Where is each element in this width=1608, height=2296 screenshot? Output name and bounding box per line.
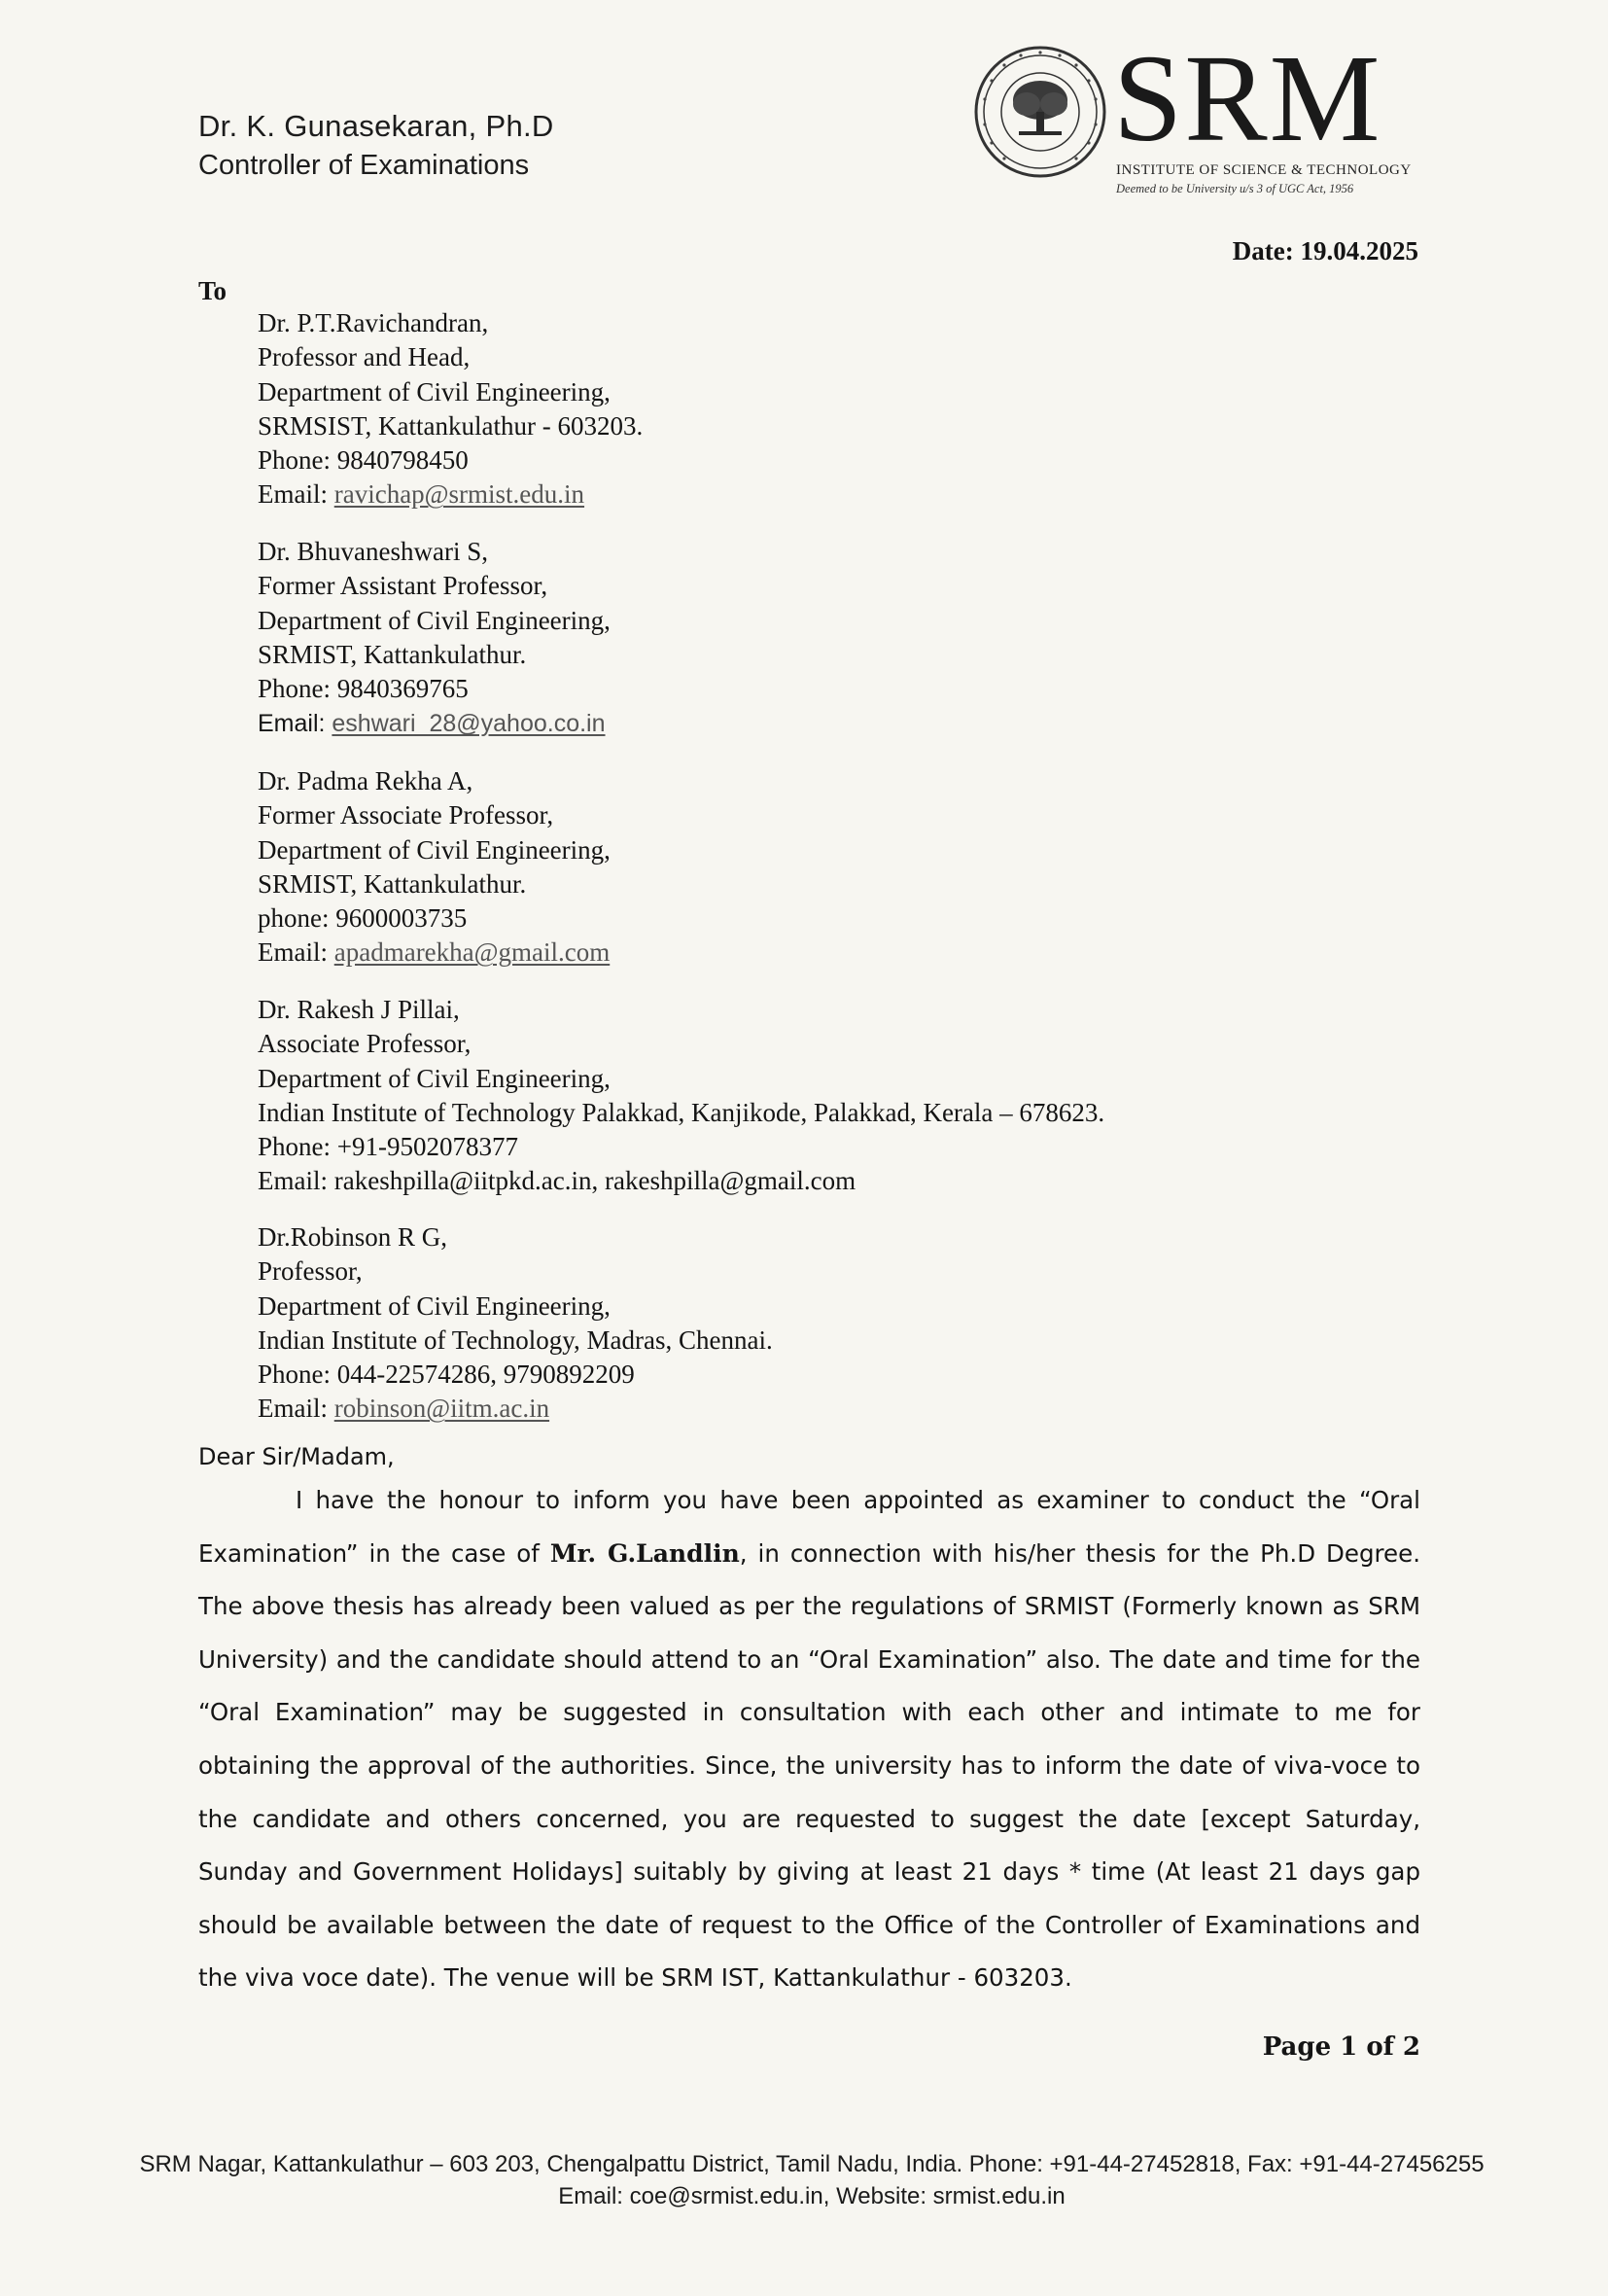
- address-line: SRMSIST, Kattankulathur - 603203.: [258, 410, 644, 441]
- address-line: Indian Institute of Technology Palakkad, Kanjikode, Palakkad, Kerala – 678623.: [258, 1097, 1105, 1127]
- address-line: SRMIST, Kattankulathur.: [258, 868, 527, 899]
- salutation: Dear Sir/Madam,: [198, 1443, 395, 1470]
- email-label: Email:: [258, 1394, 334, 1424]
- recipient-address: [258, 1220, 773, 1427]
- address-line: Department of Civil Engineering,: [258, 834, 611, 865]
- candidate-name: Mr. G.Landlin: [549, 1538, 740, 1568]
- email-link[interactable]: apadmarekha@gmail.com: [333, 937, 611, 968]
- email-link[interactable]: robinson@iitm.ac.in: [333, 1394, 550, 1424]
- brand-subtitle: INSTITUTE OF SCIENCE & TECHNOLOGY: [1116, 162, 1412, 178]
- address-line: Phone: 9840369765: [258, 674, 469, 704]
- email-label: Email:: [258, 479, 334, 510]
- address-line: Dr. Padma Rekha A,: [258, 766, 473, 795]
- address-line: Dr. Bhuvaneshwari S,: [258, 537, 488, 566]
- recipient-address: [258, 306, 643, 512]
- page-number: Page 1 of 2: [1262, 2032, 1420, 2062]
- address-line: SRMIST, Kattankulathur.: [258, 639, 527, 669]
- body-text-part: , in connection with his/her thesis for the Ph.D Degree. The above thesis has already been valued as per the regulations of SRMIST (Formerly known as SRM University) and the candidate should attend to an “Oral Examination” also. The date and time for the “Oral Examination” may be suggested in consultation with each other and intimate to me for obtaining the approval of the authorities. Since, the university has to inform the date of viva-voce to the candidate and others concerned, you are requested to suggest the date [except Saturday, Sunday and Government Holidays] suitably by giving at least 21 days * time (At least 21 days gap should be available between the date of request to the Office of the Controller of Examinations and the viva voce date). The venue will be SRM IST, Kattankulathur - 603203.: [198, 1538, 1420, 1993]
- letter-date: Date: 19.04.2025: [1232, 236, 1418, 265]
- email-line: Email: rakeshpilla@iitpkd.ac.in, rakeshpilla@gmail.com: [258, 1166, 856, 1196]
- brand-wordmark: SRM: [1113, 29, 1382, 167]
- sender-block: [198, 107, 554, 185]
- recipient-address: [258, 535, 611, 742]
- address-line: Associate Professor,: [258, 1029, 472, 1059]
- sender-name: Dr. K. Gunasekaran, Ph.D: [198, 109, 554, 143]
- footer-contact: Email: coe@srmist.edu.in, Website: srmist.edu.in: [558, 2183, 1066, 2209]
- address-line: Department of Civil Engineering,: [258, 376, 611, 406]
- address-line: Professor and Head,: [258, 342, 471, 372]
- brand-note: Deemed to be University u/s 3 of UGC Act, 1956: [1116, 182, 1354, 195]
- email-label: Email:: [258, 937, 334, 968]
- srm-logo: [972, 29, 1429, 209]
- email-line: [258, 936, 611, 970]
- email-line: [258, 706, 611, 741]
- recipient-address: [258, 764, 611, 971]
- address-line: Department of Civil Engineering,: [258, 1290, 611, 1321]
- address-line: Department of Civil Engineering,: [258, 1063, 611, 1093]
- to-label: To: [198, 276, 227, 305]
- university-seal-icon: [972, 44, 1108, 180]
- address-line: Dr. P.T.Ravichandran,: [258, 308, 489, 337]
- address-line: Phone: 9840798450: [258, 445, 469, 476]
- address-line: Phone: +91-9502078377: [258, 1132, 518, 1162]
- address-line: Indian Institute of Technology, Madras, Chennai.: [258, 1325, 773, 1355]
- address-line: Department of Civil Engineering,: [258, 605, 611, 635]
- email-label: Email:: [258, 710, 332, 738]
- address-line: Phone: 044-22574286, 9790892209: [258, 1360, 635, 1390]
- email-line: [258, 1392, 773, 1426]
- email-link[interactable]: eshwari_28@yahoo.co.in: [332, 710, 606, 738]
- footer-address: SRM Nagar, Kattankulathur – 603 203, Chengalpattu District, Tamil Nadu, India. Phone: +91-44-27452818, Fax: +91-44-27456255: [139, 2151, 1485, 2177]
- address-line: Former Assistant Professor,: [258, 571, 548, 601]
- email-link[interactable]: ravichap@srmist.edu.in: [333, 479, 585, 510]
- address-line: Dr. Rakesh J Pillai,: [258, 995, 460, 1024]
- email-line: [258, 477, 643, 512]
- body-text-part: I have the honour to inform you have been appointed as examiner to conduct the “Oral Examination” in the case of: [198, 1486, 1420, 1568]
- address-line: phone: 9600003735: [258, 903, 468, 934]
- address-line: Former Associate Professor,: [258, 800, 554, 830]
- address-line: Dr.Robinson R G,: [258, 1222, 448, 1252]
- letter-body: [198, 1474, 1420, 2005]
- recipient-address: [258, 993, 1104, 1199]
- sender-title: Controller of Examinations: [198, 150, 530, 181]
- address-line: Professor,: [258, 1256, 363, 1287]
